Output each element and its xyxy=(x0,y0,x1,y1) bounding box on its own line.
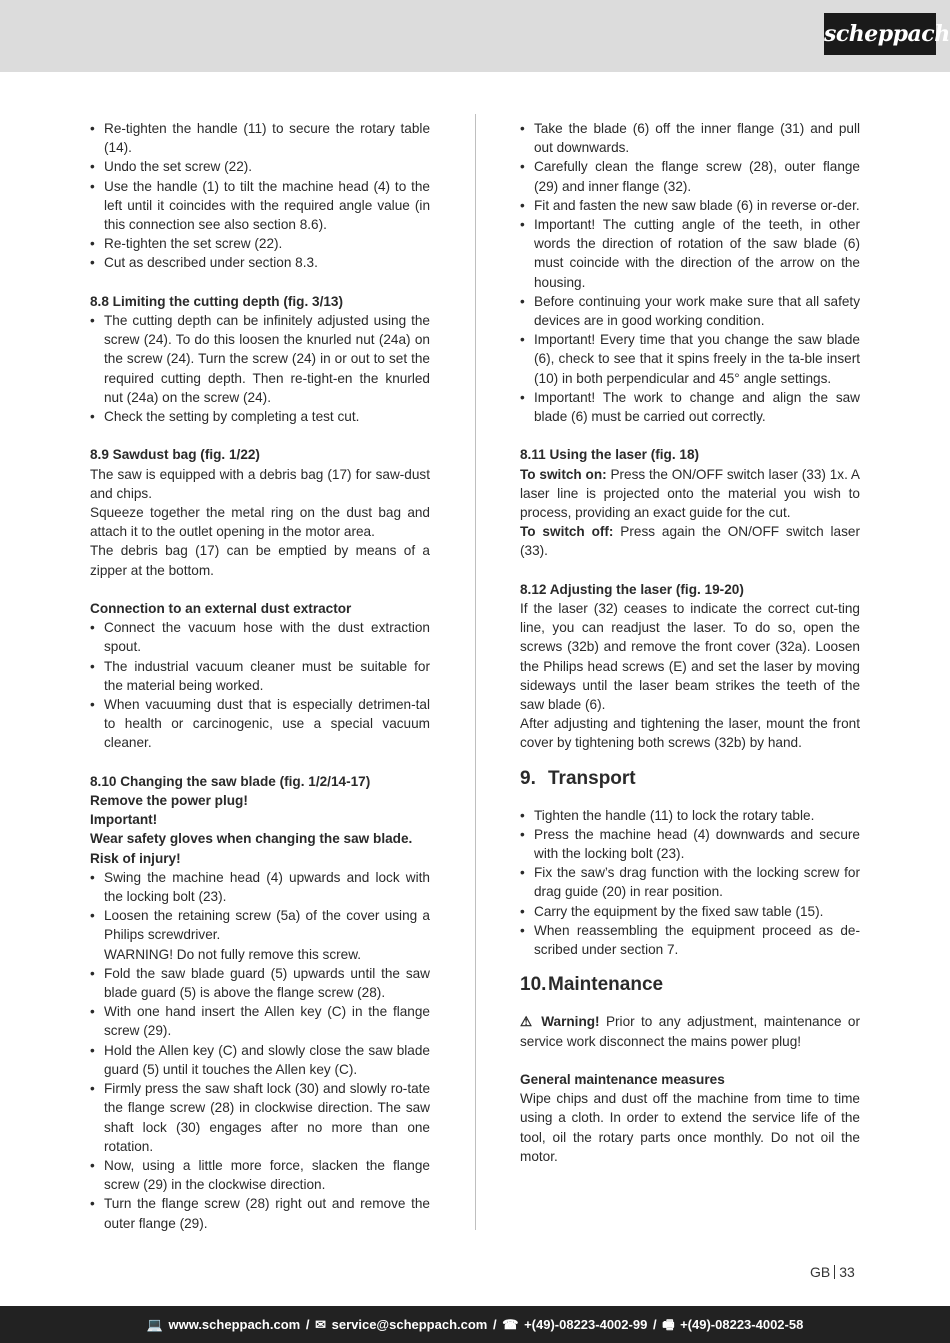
list-item: • Carefully clean the flange screw (28), outer flange (29) and inner flange (32). xyxy=(520,157,860,195)
separator: / xyxy=(652,1317,657,1332)
list-item: • Firmly press the saw shaft lock (30) and slowly ro-tate the flange screw (28) in clockwise direction. The saw shaft lock (30) engages after no more than one rotation. xyxy=(90,1079,430,1156)
warning-line: Risk of injury! xyxy=(90,850,181,866)
list-item: • Undo the set screw (22). xyxy=(90,157,430,176)
phone-icon: ☎ xyxy=(502,1317,519,1332)
left-column xyxy=(90,119,430,1233)
warning-triangle-icon: ⚠ xyxy=(520,1014,535,1030)
list-item: • Before continuing your work make sure that all safety devices are in good working condition. xyxy=(520,292,860,330)
chapter-number: 10. xyxy=(520,974,547,996)
list-item: • The industrial vacuum cleaner must be suitable for the material being worked. xyxy=(90,657,430,695)
switch-on-text: Press the ON/OFF switch laser (33) 1x. A laser line is projected onto the material you wish to process, providing an exact guide for the cut. xyxy=(520,466,860,521)
monitor-icon: 💻 xyxy=(146,1317,163,1332)
list-item: • Tighten the handle (11) to lock the rotary table. xyxy=(520,806,860,825)
list-item: • Important! The cutting angle of the teeth, in other words the direction of rotation of the saw blade (6) must coincide with the direction of the arrow on the housing. xyxy=(520,215,860,292)
switch-on-label: To switch on: xyxy=(520,466,607,482)
fax-number: +(49)-08223-4002-58 xyxy=(680,1317,804,1332)
warning-line: Remove the power plug! xyxy=(90,793,248,809)
list-item: • Fix the saw’s drag function with the locking screw for drag guide (20) in rear position. xyxy=(520,863,860,901)
website-link[interactable]: www.scheppach.com xyxy=(168,1317,301,1332)
paragraph: If the laser (32) ceases to indicate the correct cut-ting line, you can readjust the laser. To do so, open the screws (32b) and remove the front cover (32a). Loosen the Philips head screws (E) and set the laser by moving sideways until the laser beam strikes the teeth of the saw blade (6). xyxy=(520,601,860,713)
chapter-title: Maintenance xyxy=(548,974,664,996)
section-heading-8-11: 8.11 Using the laser (fig. 18) xyxy=(520,447,700,463)
section-heading-8-12: 8.12 Adjusting the laser (fig. 19-20) xyxy=(520,581,744,597)
list-item: • Turn the flange screw (28) right out and remove the outer flange (29). xyxy=(90,1194,430,1232)
section-8-8-list xyxy=(90,311,430,426)
separator: / xyxy=(305,1317,310,1332)
list-item xyxy=(90,906,430,964)
email-link[interactable]: service@scheppach.com xyxy=(331,1317,488,1332)
chapter-heading-maintenance xyxy=(520,973,860,997)
list-item-text: • Loosen the retaining screw (5a) of the cover using a Philips screwdriver. xyxy=(104,908,430,943)
list-item: • With one hand insert the Allen key (C) in the flange screw (29). xyxy=(90,1002,430,1040)
separator: / xyxy=(493,1317,497,1332)
paragraph: The debris bag (17) can be emptied by means of a zipper at the bottom. xyxy=(90,543,430,578)
section-heading-dust-extractor: Connection to an external dust extractor xyxy=(90,601,352,617)
section-8-10-list xyxy=(90,868,430,1233)
list-item-warning: WARNING! Do not fully remove this screw. xyxy=(104,946,362,962)
warning-line: Wear safety gloves when changing the saw blade. xyxy=(90,831,413,847)
list-item: • Connect the vacuum hose with the dust extraction spout. xyxy=(90,618,430,656)
page-number xyxy=(810,1264,855,1280)
list-item: • Cut as described under section 8.3. xyxy=(90,253,430,272)
list-item: • Swing the machine head (4) upwards and lock with the locking bolt (23). xyxy=(90,868,430,906)
list-item: • Use the handle (1) to tilt the machine head (4) to the left until it coincides with the required angle value (in this connection see also section 8.6). xyxy=(90,177,430,235)
paragraph: After adjusting and tightening the laser, mount the front cover by tightening both screws (32b) by hand. xyxy=(520,716,860,751)
list-item: • Now, using a little more force, slacken the flange screw (29) in the clockwise direction. xyxy=(90,1156,430,1194)
warning-line: Important! xyxy=(90,812,158,828)
mail-icon: ✉ xyxy=(315,1317,326,1332)
paragraph: Wipe chips and dust off the machine from time to time using a cloth. In order to extend the service life of the tool, oil the rotary parts once monthly. Do not oil the motor. xyxy=(520,1091,860,1164)
transport-list xyxy=(520,806,860,960)
column-divider xyxy=(475,114,476,1230)
paragraph xyxy=(520,465,860,523)
blade-change-list xyxy=(520,119,860,426)
section-heading-8-9: 8.9 Sawdust bag (fig. 1/22) xyxy=(90,447,260,463)
list-item: • Hold the Allen key (C) and slowly close the saw blade guard (5) until it touches the Allen key (C). xyxy=(90,1041,430,1079)
dust-extractor-list xyxy=(90,618,430,752)
switch-off-text: Press again the ON/OFF switch laser (33). xyxy=(520,524,860,559)
chapter-number: 9. xyxy=(520,767,536,789)
paragraph xyxy=(520,522,860,560)
page-number-value: 33 xyxy=(839,1264,855,1280)
warning-paragraph xyxy=(520,1012,860,1050)
list-item: • Carry the equipment by the fixed saw table (15). xyxy=(520,902,860,921)
list-item: • When vacuuming dust that is especially detrimen-tal to health or carcinogenic, use a special vacuum cleaner. xyxy=(90,695,430,753)
contact-bar xyxy=(0,1306,950,1343)
section-heading-8-10: 8.10 Changing the saw blade (fig. 1/2/14-17) xyxy=(90,773,371,789)
list-item: • Press the machine head (4) downwards and secure with the locking bolt (23). xyxy=(520,825,860,863)
warning-label: Warning! xyxy=(541,1014,600,1030)
list-item: • When reassembling the equipment proceed as de-scribed under section 7. xyxy=(520,921,860,959)
section-heading-8-8: 8.8 Limiting the cutting depth (fig. 3/13) xyxy=(90,293,343,309)
fax-icon: 🖷 xyxy=(662,1317,675,1332)
section-heading-general-maintenance: General maintenance measures xyxy=(520,1071,725,1087)
phone-number: +(49)-08223-4002-99 xyxy=(524,1317,648,1332)
list-item: • Important! Every time that you change the saw blade (6), check to see that it spins freely in the ta-ble insert (10) in both perpendicular and 45° angle settings. xyxy=(520,330,860,388)
language-code: GB xyxy=(810,1264,831,1280)
list-item: • Check the setting by completing a test cut. xyxy=(90,407,430,426)
chapter-title: Transport xyxy=(548,767,636,789)
warning-text: Prior to any adjustment, maintenance or service work disconnect the mains power plug! xyxy=(520,1014,861,1049)
list-item: • Fit and fasten the new saw blade (6) in reverse or-der. xyxy=(520,196,860,215)
scheppach-logo: scheppach xyxy=(824,13,936,55)
chapter-heading-transport xyxy=(520,767,860,791)
list-item: • The cutting depth can be infinitely adjusted using the screw (24). To do this loosen the knurled nut (24a) on the screw (24). Turn the screw (24) in or out to set the required cutting depth. Then re-tight-en the knurled nut (24a) on the screw (24). xyxy=(90,311,430,407)
list-item: • Take the blade (6) off the inner flange (31) and pull out downwards. xyxy=(520,119,860,157)
list-item: • Important! The work to change and align the saw blade (6) must be carried out correctly. xyxy=(520,388,860,426)
right-column xyxy=(520,119,860,1166)
paragraph: The saw is equipped with a debris bag (17) for saw-dust and chips. xyxy=(90,466,430,501)
switch-off-label: To switch off: xyxy=(520,524,614,540)
list-item: • Fold the saw blade guard (5) upwards until the saw blade guard (5) is above the flange screw (28). xyxy=(90,964,430,1002)
paragraph: Squeeze together the metal ring on the dust bag and attach it to the outlet opening in the motor area. xyxy=(90,505,430,540)
intro-bullet-list xyxy=(90,119,430,273)
list-item: • Re-tighten the set screw (22). xyxy=(90,234,430,253)
page-header xyxy=(0,0,950,72)
list-item: • Re-tighten the handle (11) to secure the rotary table (14). xyxy=(90,119,430,157)
